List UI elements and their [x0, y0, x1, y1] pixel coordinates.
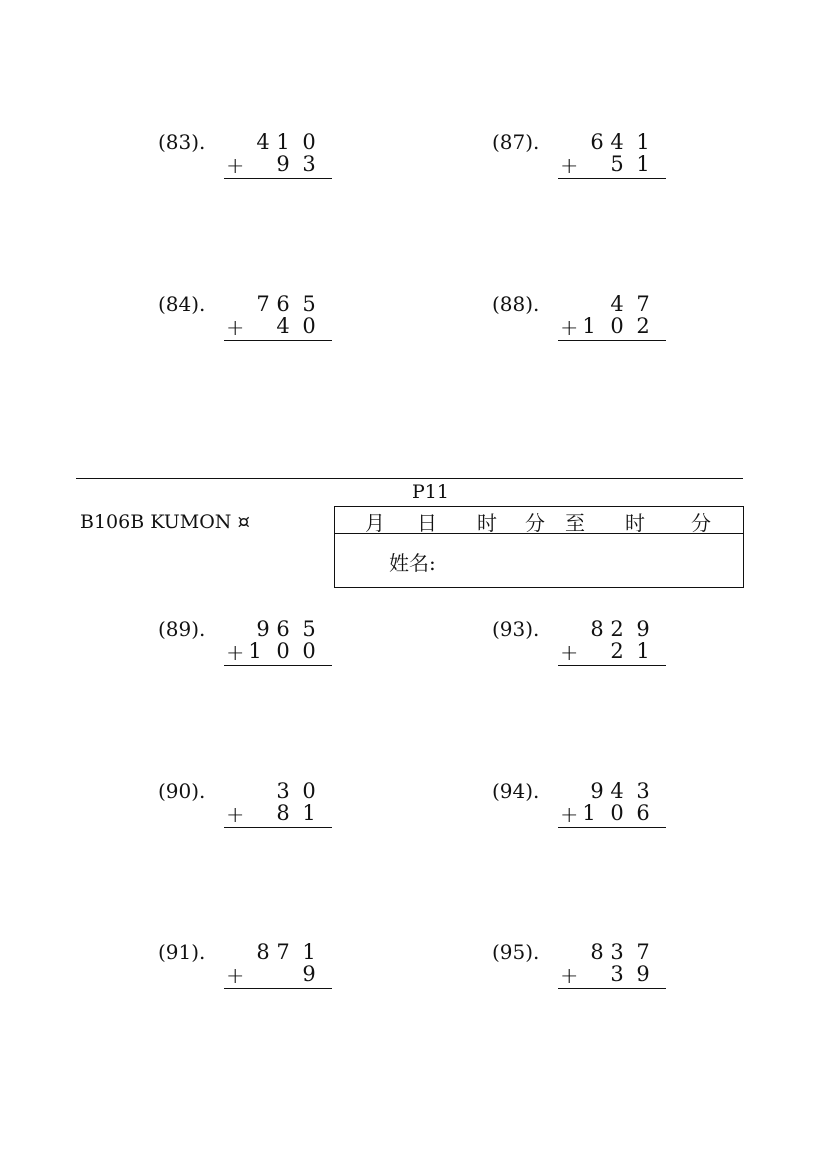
- page-divider: [76, 478, 743, 479]
- problem-83: [158, 130, 358, 190]
- problem-number: (94).: [492, 779, 540, 803]
- problem-number: (83).: [158, 130, 206, 154]
- problem-95: [492, 940, 692, 1000]
- addend-bottom: + 1 0 6: [558, 801, 666, 828]
- problem-91: [158, 940, 358, 1000]
- problem-93: [492, 617, 692, 677]
- plus-sign: +: [560, 154, 579, 179]
- plus-sign: +: [226, 964, 245, 989]
- page-label: P11: [412, 481, 449, 503]
- problem-number: (84).: [158, 292, 206, 316]
- problem-89: [158, 617, 358, 677]
- addend-top: 8 2 9: [590, 617, 650, 641]
- info-box: [334, 506, 744, 588]
- currency-mark-icon: ¤: [237, 509, 251, 533]
- name-field-label: 姓名:: [389, 551, 436, 575]
- addend-bottom: + 2 1: [558, 639, 666, 666]
- plus-sign: +: [226, 316, 245, 341]
- month-label: 月: [365, 511, 385, 535]
- plus-sign: +: [560, 316, 579, 341]
- hour-label: 时: [477, 511, 497, 535]
- problem-number: (88).: [492, 292, 540, 316]
- addend-top: 6 4 1: [590, 130, 650, 154]
- addend-top: 8 7 1: [256, 940, 316, 964]
- plus-sign: +: [226, 154, 245, 179]
- addend-bottom: + 9: [224, 962, 332, 989]
- minute-label-end: 分: [691, 511, 711, 535]
- problem-88: [492, 292, 692, 352]
- problem-number: (93).: [492, 617, 540, 641]
- addend-bottom: + 1 0 0: [224, 639, 332, 666]
- problem-90: [158, 779, 358, 839]
- addend-top: 3 0: [276, 779, 316, 803]
- addend-bottom: + 5 1: [558, 152, 666, 179]
- plus-sign: +: [560, 803, 579, 828]
- problem-87: [492, 130, 692, 190]
- addend-top: 9 4 3: [590, 779, 650, 803]
- problem-84: [158, 292, 358, 352]
- addend-bottom: + 1 0 2: [558, 314, 666, 341]
- addend-bottom: + 8 1: [224, 801, 332, 828]
- addend-top: 7 6 5: [256, 292, 316, 316]
- problem-number: (91).: [158, 940, 206, 964]
- hour-label-end: 时: [625, 511, 645, 535]
- plus-sign: +: [226, 803, 245, 828]
- worksheet-code: B106B KUMON ¤: [80, 509, 251, 533]
- addend-bottom: + 9 3: [224, 152, 332, 179]
- problem-number: (95).: [492, 940, 540, 964]
- addend-top: 9 6 5: [256, 617, 316, 641]
- plus-sign: +: [560, 964, 579, 989]
- time-row: [335, 507, 743, 534]
- problem-number: (90).: [158, 779, 206, 803]
- to-label: 至: [565, 511, 585, 535]
- plus-sign: +: [226, 641, 245, 666]
- addend-top: 8 3 7: [590, 940, 650, 964]
- plus-sign: +: [560, 641, 579, 666]
- addend-bottom: + 4 0: [224, 314, 332, 341]
- day-label: 日: [417, 511, 437, 535]
- problem-94: [492, 779, 692, 839]
- addend-bottom: + 3 9: [558, 962, 666, 989]
- problem-number: (89).: [158, 617, 206, 641]
- addend-top: 4 1 0: [256, 130, 316, 154]
- addend-top: 4 7: [610, 292, 650, 316]
- problem-number: (87).: [492, 130, 540, 154]
- minute-label: 分: [525, 511, 545, 535]
